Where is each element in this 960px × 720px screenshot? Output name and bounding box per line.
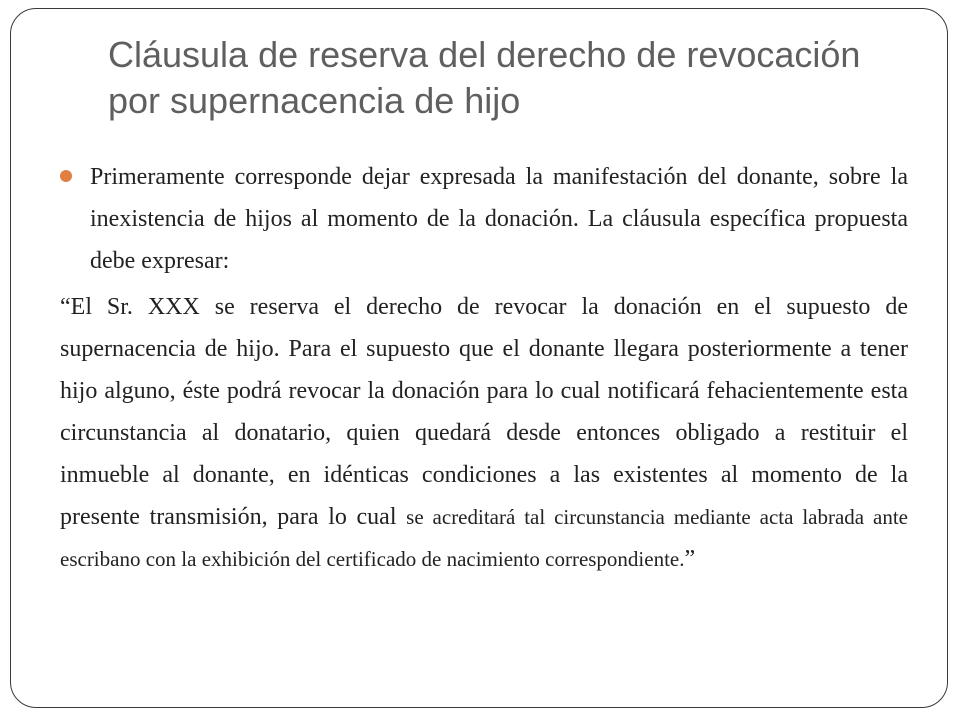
quote-end: ”: [684, 546, 696, 572]
slide-body: [60, 156, 908, 580]
slide-title: Cláusula de reserva del derecho de revocación por supernacencia de hijo: [108, 34, 861, 121]
quote-main: “El Sr. XXX se reserva el derecho de revocar la donación en el supuesto de supernacencia de hijo. Para el supuesto que el donante llegara posteriormente a tener hijo alguno, éste podrá revocar la donación para lo cual notificará fehacientemente esta circunstancia al donatario, quien quedará desde entonces obligado a restituir el inmueble al donante, en idénticas condiciones a las existentes al momento de la presente transmisión, para lo cual: [60, 294, 908, 530]
quoted-clause: [60, 286, 908, 580]
bullet-text: Primeramente corresponde dejar expresada la manifestación del donante, sobre la inexistencia de hijos al momento de la donación. La cláusula específica propuesta debe expresar:: [90, 164, 908, 274]
quote-small: se acreditará tal circunstancia mediante acta labrada ante escribano con la exhibición del certificado de nacimiento correspondiente.: [60, 505, 909, 571]
bullet-dot-icon: [60, 170, 72, 182]
bullet-item: [60, 156, 908, 282]
